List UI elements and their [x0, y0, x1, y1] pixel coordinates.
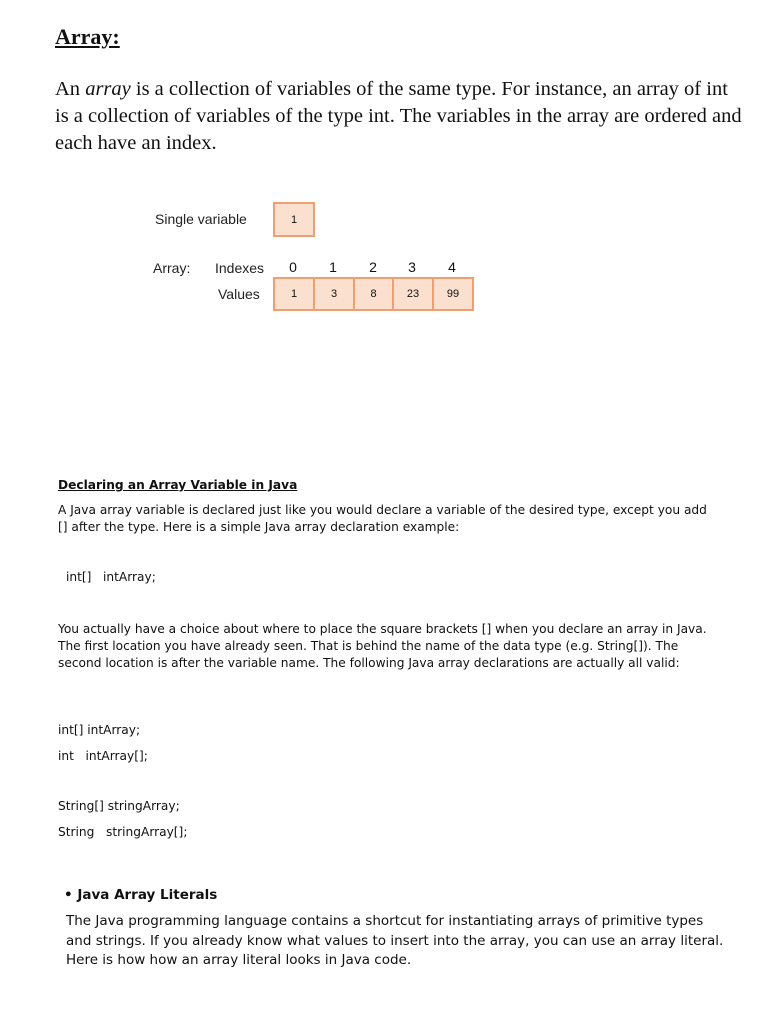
intro-paragraph	[55, 76, 745, 157]
code-line: String[] stringArray;	[58, 799, 180, 813]
indexes-label: Indexes	[215, 260, 265, 276]
index-label: 3	[408, 259, 416, 275]
array-value-cell: 23	[392, 277, 434, 311]
code-declaration-example: int[] intArray;	[66, 570, 156, 584]
values-label: Values	[218, 286, 260, 302]
code-line: int intArray[];	[58, 749, 148, 763]
intro-after: is a collection of variables of the same type. For instance, an array of int is a collection of variables of the type int. The variables in the array are ordered and each have an index.	[55, 78, 742, 154]
literals-paragraph: The Java programming language contains a shortcut for instantiating arrays of primitive types and strings. If you already know what values to insert into the array, you can use an array literal. Here is how how an array literal looks in Java code.	[66, 913, 724, 968]
index-label: 2	[369, 259, 377, 275]
single-variable-label: Single variable	[155, 211, 247, 227]
array-label: Array:	[153, 260, 191, 276]
code-line: int[] intArray;	[58, 723, 141, 737]
literals-heading: • Java Array Literals	[64, 887, 218, 903]
index-label: 4	[448, 259, 456, 275]
array-value-cell: 99	[432, 277, 474, 311]
single-variable-cell: 1	[273, 202, 315, 237]
choice-paragraph: You actually have a choice about where to place the square brackets [] when you declare an array in Java. The first location you have already seen. That is behind the name of the data type (e.g. String[]). The second location is after the variable name. The following Java array declarations are actually all valid:	[58, 622, 707, 670]
array-value-cell: 8	[353, 277, 394, 311]
page-title: Array:	[55, 24, 120, 49]
intro-before: An	[55, 78, 86, 100]
array-value-cell: 1	[273, 277, 315, 311]
array-value-cell: 3	[313, 277, 355, 311]
code-line: String stringArray[];	[58, 825, 188, 839]
intro-term: array	[85, 78, 131, 100]
declaring-paragraph: A Java array variable is declared just like you would declare a variable of the desired type, except you add [] after the type. Here is a simple Java array declaration example:	[58, 503, 707, 534]
index-label: 1	[329, 259, 337, 275]
declaring-heading: Declaring an Array Variable in Java	[58, 478, 298, 492]
index-label: 0	[289, 259, 297, 275]
